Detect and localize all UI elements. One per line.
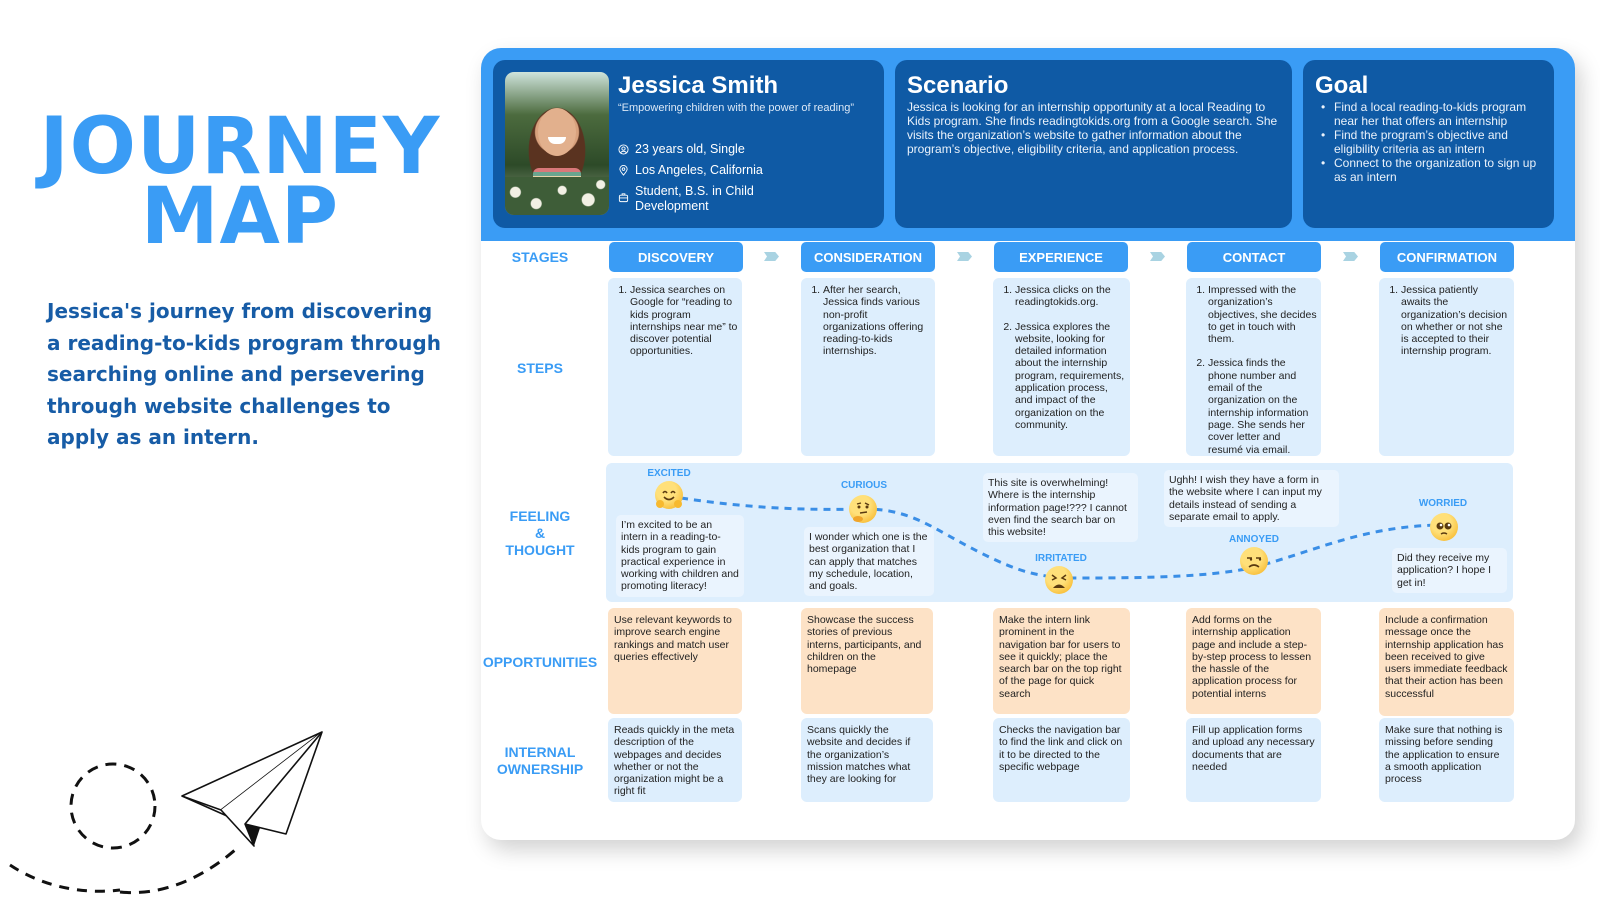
- goal-title: Goal: [1315, 72, 1369, 99]
- stage-confirmation: CONFIRMATION: [1380, 242, 1514, 272]
- title-line-1: JOURNEY: [39, 102, 441, 192]
- thinking-face-icon: [849, 495, 877, 523]
- feeling-irritated: IRRITATED: [1035, 553, 1087, 564]
- thought-confirmation: Did they receive my application? I hope I get in!: [1392, 548, 1507, 593]
- goal-item: • Find a local reading-to-kids program near her that offers an internship: [1321, 100, 1549, 128]
- scenario-title: Scenario: [907, 72, 1009, 99]
- goal-item: • Find the program’s objective and eligibility criteria as an intern: [1321, 128, 1549, 156]
- tired-face-icon: [1045, 566, 1073, 594]
- persona-age: 23 years old, Single: [618, 142, 745, 157]
- persona-name: Jessica Smith: [618, 72, 779, 99]
- stage-experience: EXPERIENCE: [994, 242, 1128, 272]
- thought-experience: This site is overwhelming! Where is the internship information page!??? I cannot even find the search bar on this website!: [983, 473, 1138, 542]
- unamused-face-icon: [1240, 547, 1268, 575]
- thought-contact: Ughh! I wish they have a form in the website where I can input my details instead of sending a separate email to apply.: [1164, 470, 1339, 527]
- thought-consideration: I wonder which one is the best organization that I can apply that matches my schedule, location, and goals.: [804, 527, 934, 596]
- steps-contact: 1. Impressed with the organization’s objectives, she decides to get in touch with them. 2. Jessica finds the phone number and email of the organization on the internship information page. She sends her cover letter and resumé via email.: [1186, 278, 1321, 456]
- steps-experience: 1. Jessica clicks on the readingtokids.org. 2. Jessica explores the website, looking for detailed information about the internship program, requirements, application process, and impact of the organization on the community.: [993, 278, 1130, 456]
- opportunity-discovery: Use relevant keywords to improve search engine rankings and match user queries effectively: [608, 608, 742, 714]
- feeling-annoyed: ANNOYED: [1228, 534, 1279, 545]
- ownership-confirmation: Make sure that nothing is missing before sending the application to ensure a smooth application process: [1379, 718, 1514, 802]
- row-label-ownership: INTERNAL OWNERSHIP: [496, 744, 584, 777]
- steps-confirmation: 1. Jessica patiently awaits the organization’s decision on whether or not she is accepted to their internship program.: [1379, 278, 1514, 456]
- goal-item: • Connect to the organization to sign up as an intern: [1321, 156, 1549, 184]
- page-title: [30, 102, 450, 262]
- title-line-2: MAP: [140, 172, 340, 262]
- thought-discovery: I’m excited to be an intern in a reading-to-kids program to gain practical experience in working with children and promoting literacy!: [616, 515, 744, 597]
- stage-consideration: CONSIDERATION: [801, 242, 935, 272]
- feeling-worried: WORRIED: [1418, 498, 1468, 509]
- steps-consideration: 1. After her search, Jessica finds various non-profit organizations offering reading-to-kids internships.: [801, 278, 935, 456]
- opportunity-consideration: Showcase the success stories of previous interns, participants, and children on the homepage: [801, 608, 933, 714]
- paper-plane-icon: [0, 700, 340, 900]
- row-label-opportunities: OPPORTUNITIES: [482, 654, 598, 670]
- ownership-consideration: Scans quickly the website and decides if the organization’s mission matches what they are looking for: [801, 718, 933, 802]
- row-label-steps: STEPS: [517, 360, 563, 376]
- feeling-curious: CURIOUS: [840, 480, 888, 491]
- persona-location: Los Angeles, California: [618, 163, 763, 178]
- opportunity-contact: Add forms on the internship application page and include a step-by-step process to lessen the hassle of the application process for potential interns: [1186, 608, 1321, 714]
- journey-map-card: [481, 48, 1575, 840]
- persona-quote: “Empowering children with the power of reading”: [618, 102, 855, 114]
- opportunity-experience: Make the intern link prominent in the navigation bar for users to see it quickly; place the search bar on the top right of the page for quick search: [993, 608, 1130, 714]
- ownership-discovery: Reads quickly in the meta description of the webpages and decides whether or not the organization might be a right fit: [608, 718, 742, 802]
- row-label-feeling: FEELING & THOUGHT: [505, 508, 575, 558]
- ownership-experience: Checks the navigation bar to find the link and click on it to be directed to the specific webpage: [993, 718, 1130, 802]
- feeling-excited: EXCITED: [647, 468, 691, 479]
- opportunity-confirmation: Include a confirmation message once the internship application has been received to give users immediate feedback that their action has been successful: [1379, 608, 1514, 716]
- hugging-face-icon: [655, 481, 683, 509]
- scenario-text: Jessica is looking for an internship opportunity at a local Reading to Kids program. She finds readingtokids.org from a Google search. She visits the organization’s website to gather information about the program’s objective, eligibility criteria, and application process.: [907, 100, 1278, 156]
- persona-occupation: Student, B.S. in Child Development: [618, 184, 808, 214]
- row-label-stages: STAGES: [511, 249, 569, 265]
- stage-discovery: DISCOVERY: [609, 242, 743, 272]
- page-subtitle: Jessica's journey from discovering a reading-to-kids program through searching online and persevering through website challenges to apply as an intern.: [47, 299, 441, 449]
- stage-contact: CONTACT: [1187, 242, 1321, 272]
- pleading-face-icon: [1430, 513, 1458, 541]
- steps-discovery: 1. Jessica searches on Google for “reading to kids program internships near me” to discover potential opportunities.: [608, 278, 742, 456]
- ownership-contact: Fill up application forms and upload any necessary documents that are needed: [1186, 718, 1321, 802]
